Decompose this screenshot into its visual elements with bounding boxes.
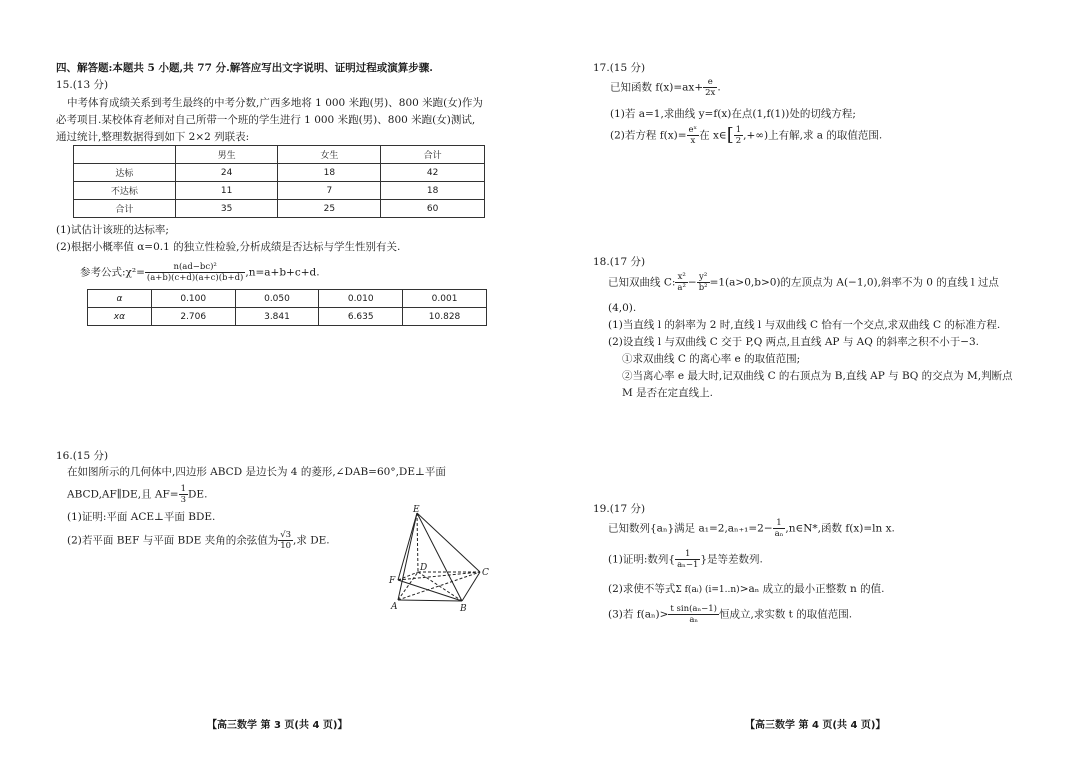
q19-sub3	[608, 604, 852, 630]
q19-sub2	[608, 582, 884, 597]
q16-number: 16.(15 分)	[56, 450, 109, 462]
denominator: aₙ	[689, 615, 699, 625]
left-footer: 【高三数学 第 3 页(共 4 页)】	[207, 720, 348, 731]
table-row	[74, 164, 485, 182]
numerator: √3	[280, 530, 292, 540]
q16-line	[67, 484, 207, 510]
denominator: 2x	[705, 88, 716, 98]
denominator: b²	[698, 283, 708, 293]
q17-line1a: 已知函数 f(x)=ax+	[610, 81, 704, 94]
table-cell: α	[88, 290, 152, 308]
table-row	[88, 290, 487, 308]
denominator: 3	[180, 495, 186, 505]
denominator: aₙ−1	[677, 560, 699, 570]
q17-sub1: (1)若 a=1,求曲线 y=f(x)在点(1,f(1))处的切线方程;	[610, 108, 856, 120]
table-cell: 女生	[278, 146, 381, 164]
q19-sub1	[608, 549, 763, 575]
denominator: a²	[677, 283, 686, 293]
q19-sub3b: 恒成立,求实数 t 的取值范围.	[718, 608, 853, 621]
q16-sub2b: ,求 DE.	[293, 534, 330, 547]
table-cell: 11	[175, 182, 278, 200]
table-cell: 男生	[175, 146, 278, 164]
q19-sub2b: >aₙ 成立的最小正整数 n 的值.	[739, 583, 885, 595]
q17-sub2b: 在 x∈	[699, 129, 727, 142]
contingency-table	[73, 145, 485, 218]
q18-line	[608, 272, 999, 298]
q16-line2b: DE.	[187, 488, 208, 501]
table-cell: 达标	[74, 164, 176, 182]
q15-para: 通过统计,整理数据得到如下 2×2 列联表:	[56, 131, 250, 143]
table-cell	[74, 146, 176, 164]
formula-denominator: (a+b)(c+d)(a+c)(b+d)	[146, 273, 244, 283]
fraction	[278, 530, 293, 551]
q19-sub1a: (1)证明:数列{	[608, 553, 676, 566]
q19-line1a: 已知数列{aₙ}满足 a₁=2,aₙ₊₁=2−	[608, 522, 773, 535]
denominator: 10	[280, 541, 292, 551]
edge-FE	[398, 513, 417, 580]
right-footer: 【高三数学 第 4 页(共 4 页)】	[745, 720, 886, 731]
table-cell: 0.050	[235, 290, 319, 308]
table-cell: 0.001	[403, 290, 487, 308]
q17-line	[610, 77, 721, 103]
numerator: 1	[735, 125, 742, 135]
table-cell: 18	[381, 182, 485, 200]
critical-value-table	[87, 289, 487, 326]
table-cell: 42	[381, 164, 485, 182]
q16-sub2a: (2)若平面 BEF 与平面 BDE 夹角的余弦值为	[67, 534, 279, 547]
table-cell: 25	[278, 200, 381, 218]
q16-sub2	[67, 530, 330, 556]
label-C: C	[482, 568, 489, 578]
q19-sub2a: (2)求使不等式	[608, 583, 676, 595]
q17-sub2c: ,+∞)上有解,求 a 的取值范围.	[743, 129, 883, 142]
q18-sub2: (2)设直线 l 与双曲线 C 交于 P,Q 两点,且直线 AP 与 AQ 的斜率之积不小于−3.	[608, 336, 980, 348]
fraction	[675, 272, 687, 293]
q18-line1b: =1(a>0,b>0)的左顶点为 A(−1,0),斜率不为 0 的直线 l 过点	[709, 276, 999, 289]
numerator: 1	[773, 518, 786, 529]
q16-sub1: (1)证明:平面 ACE⊥平面 BDE.	[67, 511, 216, 523]
summation: Σ f(aᵢ) (i=1..n)	[675, 585, 740, 595]
table-row	[74, 146, 485, 164]
table-row	[74, 182, 485, 200]
q16-line: 在如图所示的几何体中,四边形 ABCD 是边长为 4 的菱形,∠DAB=60°,DE⊥平面	[67, 466, 446, 478]
geometry-figure	[380, 505, 495, 615]
fraction	[734, 125, 743, 146]
q18-number: 18.(17 分)	[593, 256, 646, 268]
edge-BC	[462, 572, 480, 601]
q16-line2a: ABCD,AF∥DE,且 AF=	[67, 488, 179, 501]
q18-sub2-ii: ②当离心率 e 最大时,记双曲线 C 的右顶点为 B,直线 AP 与 BQ 的交点为 M,判断点	[622, 370, 1013, 382]
label-F: F	[389, 576, 396, 586]
table-cell: 24	[175, 164, 278, 182]
fraction	[179, 484, 188, 505]
label-A: A	[391, 602, 398, 612]
q15-sub1: (1)试估计该班的达标率;	[56, 224, 169, 236]
table-cell: 合计	[381, 146, 485, 164]
fraction	[675, 549, 700, 570]
fraction	[703, 77, 717, 98]
edge-ED	[417, 513, 418, 572]
q19-number: 19.(17 分)	[593, 503, 646, 515]
q18-sub1: (1)当直线 l 的斜率为 2 时,直线 l 与双曲线 C 恰有一个交点,求双曲线 C 的标准方程.	[608, 319, 1001, 331]
q15-sub2: (2)根据小概率值 α=0.1 的独立性检验,分析成绩是否达标与学生性别有关.	[56, 241, 401, 253]
denominator: 2	[735, 136, 742, 146]
table-cell: 合计	[74, 200, 176, 218]
table-cell: 0.100	[151, 290, 235, 308]
fraction	[773, 518, 786, 539]
label-B: B	[460, 604, 467, 614]
bracket-icon: [	[726, 124, 734, 146]
q18-line1a: 已知双曲线 C:	[608, 276, 676, 289]
edge-AB	[398, 600, 462, 601]
q18-sub2-i: ①求双曲线 C 的离心率 e 的取值范围;	[622, 353, 801, 365]
q18-line: (4,0).	[608, 302, 637, 314]
q15-para: 必考项目.某校体育老师对自己所带一个班的学生进行 1 000 米跑(男)、800 米跑(女)测试,	[56, 114, 476, 126]
q17-number: 17.(15 分)	[593, 62, 646, 74]
fraction	[668, 604, 719, 625]
label-E: E	[413, 505, 420, 515]
table-cell: 不达标	[74, 182, 176, 200]
edge-FC	[398, 572, 480, 580]
table-cell: 60	[381, 200, 485, 218]
q17-line1b: .	[717, 81, 721, 94]
numerator: t sin(aₙ−1)	[670, 604, 717, 614]
numerator: y²	[697, 272, 710, 283]
formula-tail: ,n=a+b+c+d.	[245, 266, 320, 279]
q17-sub2a: (2)若方程 f(x)=	[610, 129, 687, 142]
section-header: 四、解答题:本题共 5 小题,共 77 分.解答应写出文字说明、证明过程或演算步骤.	[56, 62, 433, 74]
fraction	[687, 125, 700, 146]
table-cell: 2.706	[151, 308, 235, 326]
numerator: e	[703, 77, 717, 88]
q15-para: 中考体育成绩关系到考生最终的中考分数,广西多地将 1 000 米跑(男)、800 米跑(女)作为	[67, 97, 483, 109]
denominator: x	[690, 136, 696, 146]
q19-line1b: ,n∈N*,函数 f(x)=ln x.	[785, 522, 895, 535]
edge-EB	[417, 513, 462, 601]
q18-sub2-iii: M 是否在定直线上.	[622, 387, 713, 399]
q15-number: 15.(13 分)	[56, 79, 109, 91]
numerator: eˣ	[688, 125, 698, 135]
table-cell: 18	[278, 164, 381, 182]
table-cell: 3.841	[235, 308, 319, 326]
denominator: aₙ	[774, 529, 784, 539]
table-cell: 35	[175, 200, 278, 218]
q17-sub2	[610, 125, 882, 151]
formula-label: 参考公式:χ²=	[80, 266, 145, 279]
table-row	[88, 308, 487, 326]
table-cell: 7	[278, 182, 381, 200]
q19-sub1b: }是等差数列.	[700, 553, 763, 566]
numerator: 1	[180, 484, 186, 494]
table-row	[74, 200, 485, 218]
formula-numerator: n(ad−bc)²	[145, 262, 245, 273]
formula-fraction	[145, 262, 245, 283]
table-cell: 0.010	[319, 290, 403, 308]
table-cell: xα	[88, 308, 152, 326]
reference-formula	[80, 262, 320, 286]
q19-sub3a: (3)若 f(aₙ)>	[608, 608, 669, 621]
table-cell: 10.828	[403, 308, 487, 326]
minus: −	[687, 276, 697, 289]
fraction	[697, 272, 710, 293]
table-cell: 6.635	[319, 308, 403, 326]
numerator: x²	[675, 272, 687, 283]
q19-line	[608, 518, 895, 544]
numerator: 1	[675, 549, 700, 560]
label-D: D	[420, 563, 428, 573]
